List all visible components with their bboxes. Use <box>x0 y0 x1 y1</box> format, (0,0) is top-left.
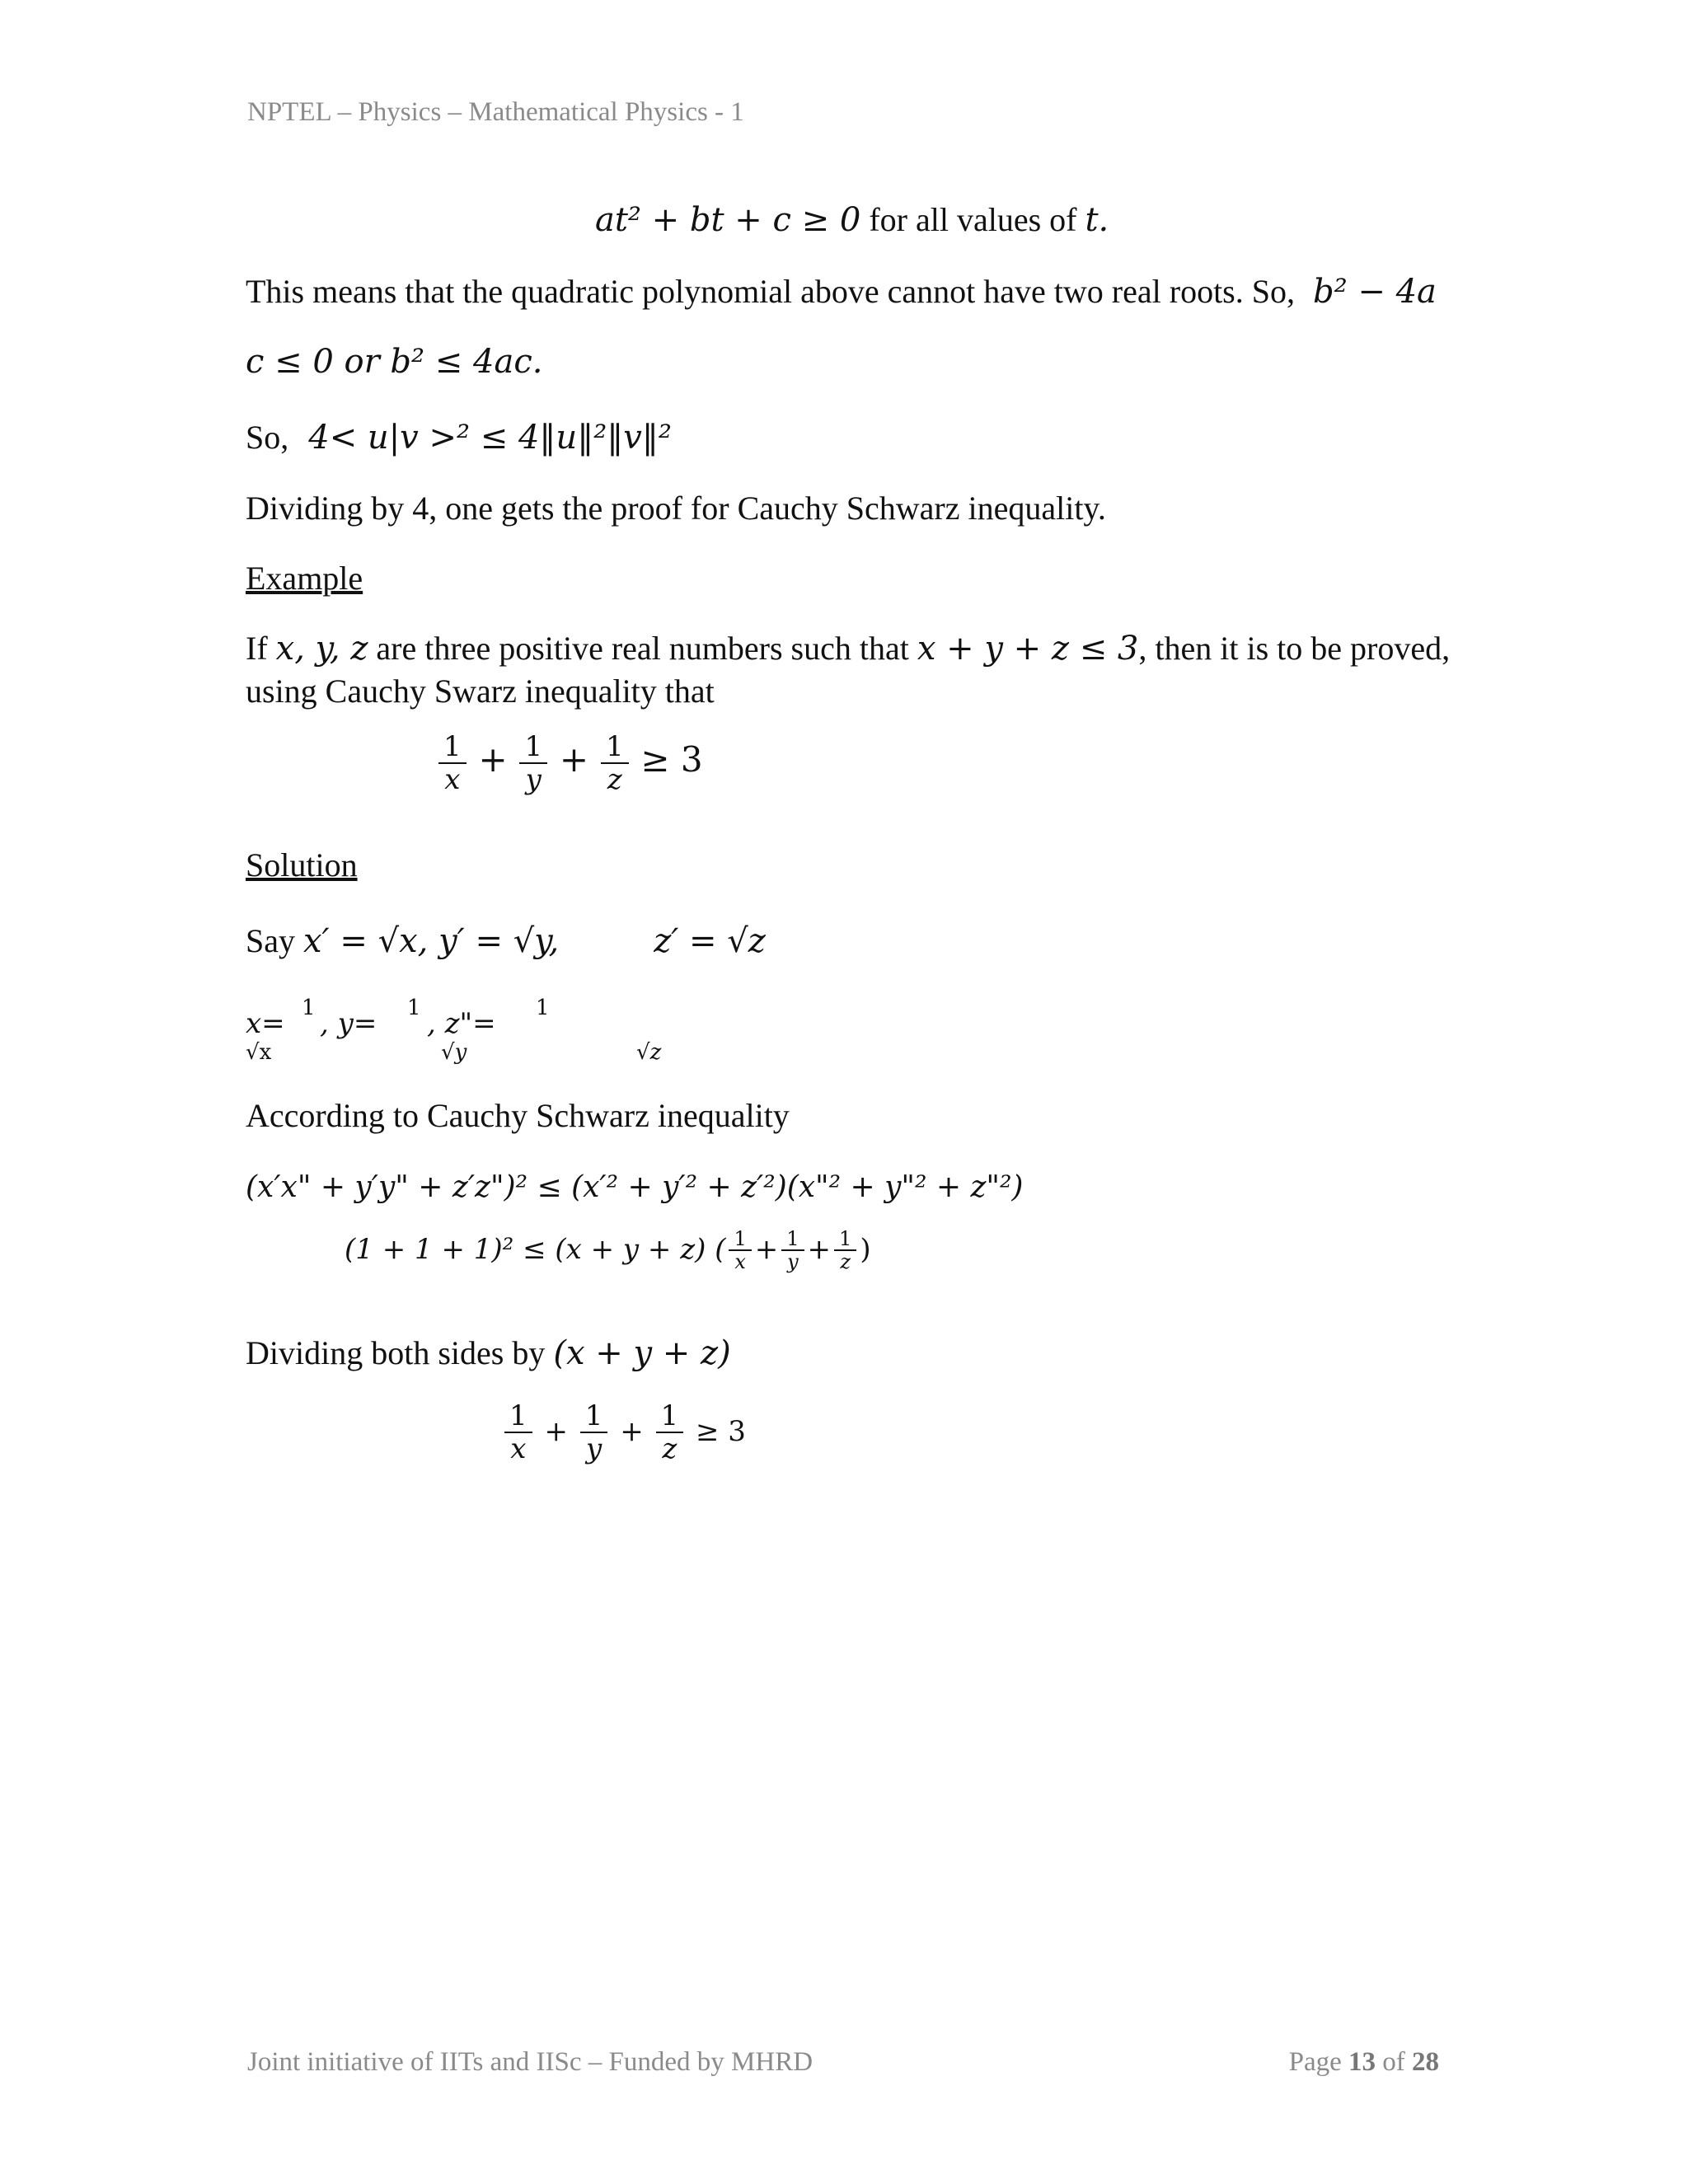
cauchy-schwarz-line-2 <box>345 1228 871 1274</box>
page-label: Page <box>1288 2047 1342 2077</box>
numerator: 1 <box>601 732 629 764</box>
say-math-1: x′ = √x, y′ = √y, <box>303 922 560 960</box>
equation-quadratic <box>595 200 1109 240</box>
denominator: z <box>662 1432 678 1466</box>
fraction-1-over-y-small <box>781 1228 804 1274</box>
numerator: 1 <box>834 1228 856 1251</box>
dividing-both-math: (x + y + z) <box>553 1334 731 1372</box>
plus-sign: + <box>754 1232 779 1266</box>
denominator: x <box>444 763 461 797</box>
page-total: 28 <box>1412 2047 1439 2077</box>
numerator: 1 <box>519 732 547 764</box>
dividing-both-text: Dividing both sides by <box>246 1334 546 1371</box>
say-math-2: z′ = √z <box>654 922 766 960</box>
plus-sign: + <box>807 1232 832 1266</box>
page-footer-number <box>1289 2047 1439 2078</box>
example-heading: Example <box>246 560 363 597</box>
example-math: x + y + z ≤ 3 <box>917 630 1139 668</box>
equation-quadratic-var: t. <box>1085 201 1109 239</box>
plus-sign: + <box>620 1415 644 1449</box>
fraction-1-over-x <box>504 1401 532 1465</box>
def-x-label: x= <box>246 1007 285 1040</box>
cs-line2-prefix: (1 + 1 + 1)² ≤ (x + y + z) ( <box>345 1232 726 1266</box>
cs-line2-suffix: ) <box>860 1232 871 1266</box>
def-z-label: , z"= <box>427 1007 496 1040</box>
denominator: x <box>734 1250 746 1274</box>
fraction-1-over-z <box>656 1401 684 1465</box>
def-y-den: √y <box>441 1040 467 1065</box>
fraction-1-over-x <box>438 732 467 796</box>
equation-quadratic-suffix: for all values of <box>869 201 1077 238</box>
def-x-den: √x <box>246 1040 272 1065</box>
numerator: 1 <box>438 732 467 764</box>
geq-three: ≥ 3 <box>640 739 703 780</box>
plus-sign: + <box>544 1415 568 1449</box>
def-x-num: 1 <box>302 996 316 1020</box>
page-header: NPTEL – Physics – Mathematical Physics - 1 <box>247 97 744 127</box>
def-y-label: , y= <box>320 1007 377 1040</box>
def-z-den: √z <box>636 1040 662 1065</box>
fraction-1-over-z <box>601 732 629 796</box>
final-inequality <box>501 1401 746 1465</box>
denominator: y <box>585 1432 603 1466</box>
example-prefix: If <box>246 630 268 667</box>
example-suffix: , then it is to be proved, <box>1138 630 1451 667</box>
paragraph-roots-continued: c ≤ 0 or b² ≤ 4ac. <box>246 343 543 381</box>
inequality-to-prove <box>435 732 703 796</box>
def-z-num: 1 <box>536 996 550 1020</box>
denominator: y <box>525 763 542 797</box>
denominator: x <box>510 1432 527 1466</box>
example-line-2: using Cauchy Swarz inequality that <box>246 673 715 710</box>
reciprocal-definitions <box>246 1007 285 1040</box>
numerator: 1 <box>781 1228 804 1251</box>
according-text: According to Cauchy Schwarz inequality <box>246 1097 790 1134</box>
paragraph-roots-math: b² − 4a <box>1313 273 1437 311</box>
cauchy-schwarz-line: (x′x" + y′y" + z′z")² ≤ (x′² + y′² + z′²)(x"² + y"² + z"²) <box>246 1170 1024 1204</box>
plus-sign: + <box>478 739 508 780</box>
paragraph-roots-text: This means that the quadratic polynomial above cannot have two real roots. So, <box>246 273 1295 310</box>
paragraph-roots <box>246 272 1437 312</box>
numerator: 1 <box>656 1401 684 1433</box>
numerator: 1 <box>580 1401 608 1433</box>
denominator: y <box>787 1250 799 1274</box>
say-label: Say <box>246 922 295 959</box>
page-current: 13 <box>1348 2047 1376 2077</box>
def-y-num: 1 <box>407 996 421 1020</box>
so-line <box>246 418 672 457</box>
solution-heading: Solution <box>246 846 358 883</box>
so-label: So, <box>246 419 289 456</box>
equation-quadratic-math: at² + bt + c ≥ 0 <box>595 201 861 239</box>
fraction-1-over-y <box>519 732 547 796</box>
page-footer-left: Joint initiative of IITs and IISc – Funded by MHRD <box>247 2047 814 2077</box>
fraction-1-over-z-small <box>834 1228 856 1274</box>
denominator: z <box>607 763 622 797</box>
numerator: 1 <box>729 1228 751 1251</box>
dividing-both-line <box>246 1333 731 1373</box>
so-math: 4< u|v >² ≤ 4‖u‖²‖v‖² <box>308 419 672 457</box>
denominator: z <box>840 1250 851 1274</box>
dividing-text: Dividing by 4, one gets the proof for Cauchy Schwarz inequality. <box>246 490 1106 527</box>
numerator: 1 <box>504 1401 532 1433</box>
say-line <box>246 921 766 961</box>
plus-sign: + <box>559 739 589 780</box>
page-of: of <box>1382 2047 1405 2077</box>
geq-three: ≥ 3 <box>695 1415 746 1449</box>
fraction-1-over-y <box>580 1401 608 1465</box>
example-line-1 <box>246 629 1450 668</box>
example-vars: x, y, z <box>275 630 368 668</box>
example-mid: are three positive real numbers such that <box>376 630 909 667</box>
fraction-1-over-x-small <box>729 1228 751 1274</box>
